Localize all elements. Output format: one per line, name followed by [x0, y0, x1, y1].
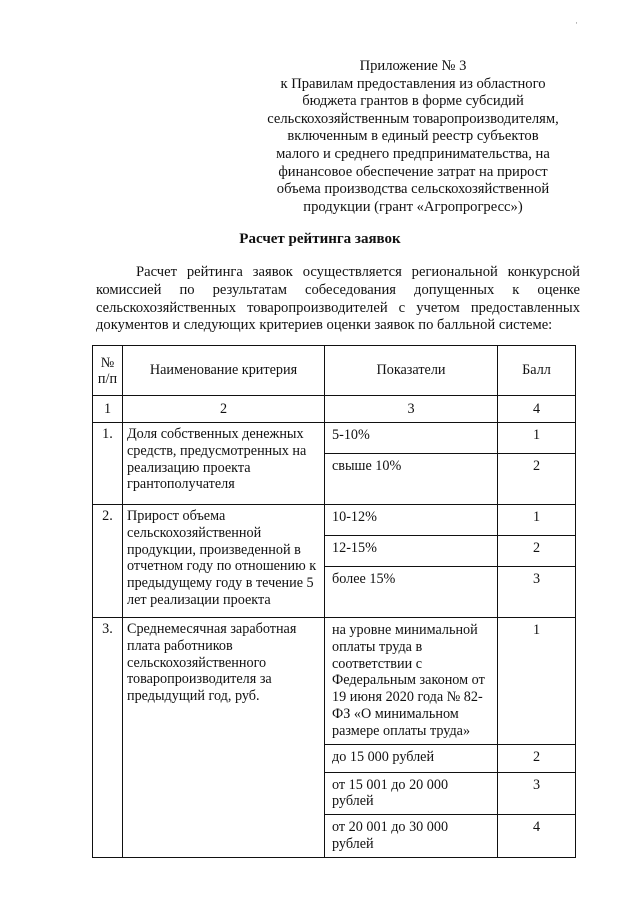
indicator: от 15 001 до 20 000 рублей: [325, 772, 498, 815]
table-row: [93, 423, 576, 454]
score: 1: [498, 618, 576, 745]
appendix-line: малого и среднего предпринимательства, на: [276, 145, 550, 162]
page-corner-mark: ·: [575, 18, 578, 28]
score: 3: [498, 567, 576, 618]
table-row: [93, 618, 576, 745]
header-number-sign: №: [100, 354, 115, 371]
row-number: 2.: [93, 505, 123, 618]
column-number: 3: [325, 396, 498, 423]
indicator: до 15 000 рублей: [325, 744, 498, 772]
header-number-abbr: п/п: [97, 370, 118, 387]
header-criterion: Наименование критерия: [123, 346, 325, 396]
column-number: 2: [123, 396, 325, 423]
criterion-name: Доля собственных денежных средств, предусмотренных на реализацию проекта грантополучателя: [123, 423, 325, 505]
score: 1: [498, 505, 576, 536]
criterion-name: Прирост объема сельскохозяйственной продукции, произведенной в отчетном году по отношению к предыдущему году в течение 5 лет реализации проекта: [123, 505, 325, 618]
criterion-name: Среднемесячная заработная плата работников сельскохозяйственного товаропроизводителя за предыдущий год, руб.: [123, 618, 325, 858]
row-number: 1.: [93, 423, 123, 505]
appendix-line: объема производства сельскохозяйственной: [276, 181, 550, 198]
intro-line: документов и следующих критериев оценки заявок по балльной системе:: [96, 317, 553, 334]
appendix-line: к Правилам предоставления из областного: [280, 75, 546, 92]
indicator: 12-15%: [325, 536, 498, 567]
indicator: 10-12%: [325, 505, 498, 536]
intro-line: комиссией по результатам собеседования допущенных к оценке: [96, 281, 580, 298]
indicator: свыше 10%: [325, 454, 498, 505]
intro-line: сельскохозяйственных товаропроизводителей с учетом предоставленных: [96, 299, 580, 316]
column-number-row: [93, 396, 576, 423]
score: 2: [498, 536, 576, 567]
score: 2: [498, 454, 576, 505]
column-number: 1: [93, 396, 123, 423]
appendix-line: включенным в единый реестр субъектов: [287, 128, 539, 145]
intro-paragraph: [96, 264, 580, 335]
row-number: 3.: [93, 618, 123, 858]
appendix-line: продукции (грант «Агропрогресс»): [303, 198, 523, 215]
table-row: [93, 505, 576, 536]
appendix-line: сельскохозяйственным товаропроизводителям,: [267, 110, 559, 127]
appendix-line: финансовое обеспечение затрат на прирост: [278, 163, 548, 180]
appendix-header: [263, 58, 563, 216]
column-number: 4: [498, 396, 576, 423]
score: 2: [498, 744, 576, 772]
header-indicators: Показатели: [325, 346, 498, 396]
header-number: [93, 346, 123, 396]
criteria-table: [92, 345, 576, 858]
indicator: более 15%: [325, 567, 498, 618]
table-header-row: [93, 346, 576, 396]
header-score: Балл: [498, 346, 576, 396]
score: 1: [498, 423, 576, 454]
indicator: 5-10%: [325, 423, 498, 454]
intro-line: Расчет рейтинга заявок осуществляется региональной конкурсной: [136, 264, 580, 280]
document-title: Расчет рейтинга заявок: [239, 231, 401, 247]
indicator: на уровне минимальной оплаты труда в соответствии с Федеральным законом от 19 июня 2020 года № 82-ФЗ «О минимальном размере оплаты труда»: [325, 618, 498, 745]
indicator: от 20 001 до 30 000 рублей: [325, 815, 498, 858]
score: 3: [498, 772, 576, 815]
appendix-line: бюджета грантов в форме субсидий: [302, 93, 524, 110]
score: 4: [498, 815, 576, 858]
appendix-line: Приложение № 3: [359, 58, 467, 74]
